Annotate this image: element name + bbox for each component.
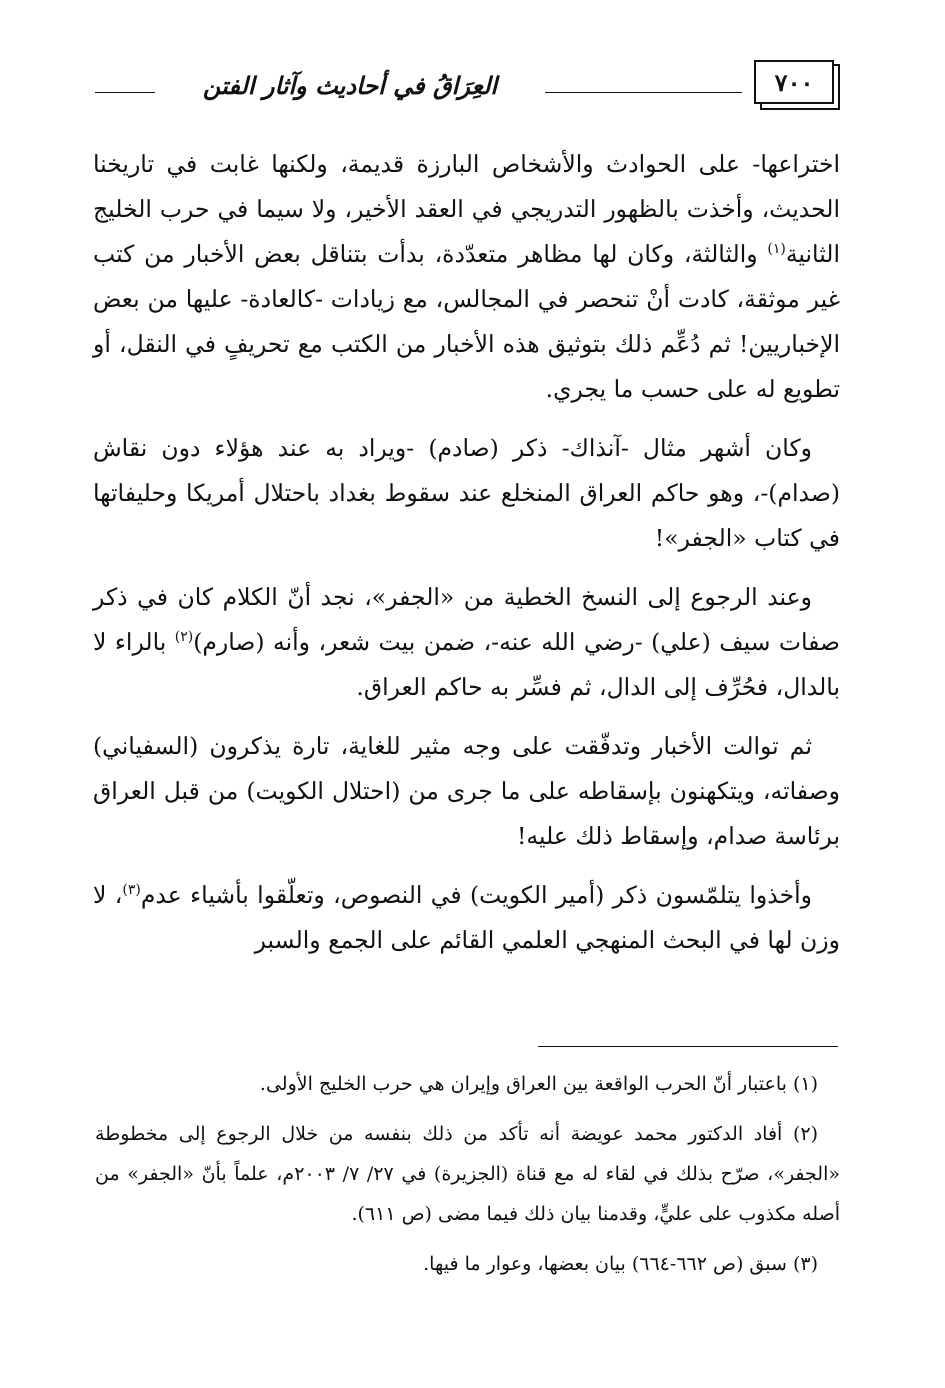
running-title: العِرَاقُ في أحاديث وآثار الفتن (155, 66, 545, 106)
paragraph-1-text-a: اختراعها- على الحوادث والأشخاص البارزة قديمة، ولكنها غابت في تاريخنا الحديث، وأخذت بالظهور التدريجي في العقد الأخير، ولا سيما في حرب الخليج الثانية (93, 150, 840, 268)
paragraph-3-text-b: بالراء لا بالدال، فحُرِّف إلى الدال، ثم فسِّر به حاكم العراق. (93, 628, 840, 701)
running-header (95, 52, 840, 122)
footnote-separator (538, 1046, 838, 1047)
paragraph-1-text-b: والثالثة، وكان لها مظاهر متعدّدة، بدأت بتناقل بعض الأخبار من كتب غير موثقة، كادت أنْ تنحصر في المجالس، مع زيادات -كالعادة- عليها من بعض الإخباريين! ثم دُعِّم ذلك بتوثيق هذه الأخبار من الكتب مع تحريفٍ في النقل، أو تطويع له على حسب ما يجري. (93, 240, 840, 403)
footnote-ref-1: (١) (767, 241, 786, 258)
paragraph-5-text-b: ، لا وزن لها في البحث المنهجي العلمي القائم على الجمع والسبر (93, 881, 840, 954)
main-text (93, 142, 840, 963)
footnote-2: (٢) أفاد الدكتور محمد عويضة أنه تأكد من ذلك بنفسه من خلال الرجوع إلى مخطوطة «الجفر»، صرّح بذلك في لقاء له مع قناة (الجزيرة) في ٢٧/ ٧/ ٢٠٠٣م، علماً بأنّ «الجفر» من أصله مكذوب على عليٍّ، وقدمنا بيان ذلك فيما مضى (ص ٦١١). (95, 1123, 840, 1225)
paragraph-3-text-a: وعند الرجوع إلى النسخ الخطية من «الجفر»، نجد أنّ الكلام كان في ذكر صفات سيف (علي) -رضي الله عنه-، ضمن بيت شعر، وأنه (صارم) (93, 583, 840, 656)
paragraph-5 (93, 873, 840, 963)
paragraph-1 (93, 142, 840, 412)
footnote-ref-3: (٣) (122, 882, 141, 899)
paragraph-5-text-a: وأخذوا يتلمّسون ذكر (أمير الكويت) في النصوص، وتعلّقوا بأشياء عدم (140, 881, 812, 909)
paragraph-3 (93, 575, 840, 710)
footnote-ref-2: (٢) (174, 629, 194, 646)
page-number: ٧٠٠ (754, 60, 834, 104)
footnotes (95, 1064, 840, 1294)
paragraph-4: ثم توالت الأخبار وتدفّقت على وجه مثير للغاية، تارة يذكرون (السفياني) وصفاته، ويتكهنون بإسقاطه على ما جرى من (احتلال الكويت) من قبل العراق برئاسة صدام، وإسقاط ذلك عليه! (93, 732, 840, 850)
footnote-3: (٣) سبق (ص ٦٦٢-٦٦٤) بيان بعضها، وعوار ما فيها. (423, 1253, 818, 1275)
page-number-box (752, 60, 840, 110)
paragraph-2: وكان أشهر مثال -آنذاك- ذكر (صادم) -ويراد به عند هؤلاء دون نقاش (صدام)-، وهو حاكم العراق المنخلع عند سقوط بغداد باحتلال أمريكا وحليفاتها في كتاب «الجفر»! (93, 434, 840, 552)
footnote-1: (١) باعتبار أنّ الحرب الواقعة بين العراق وإيران هي حرب الخليج الأولى. (259, 1073, 818, 1095)
